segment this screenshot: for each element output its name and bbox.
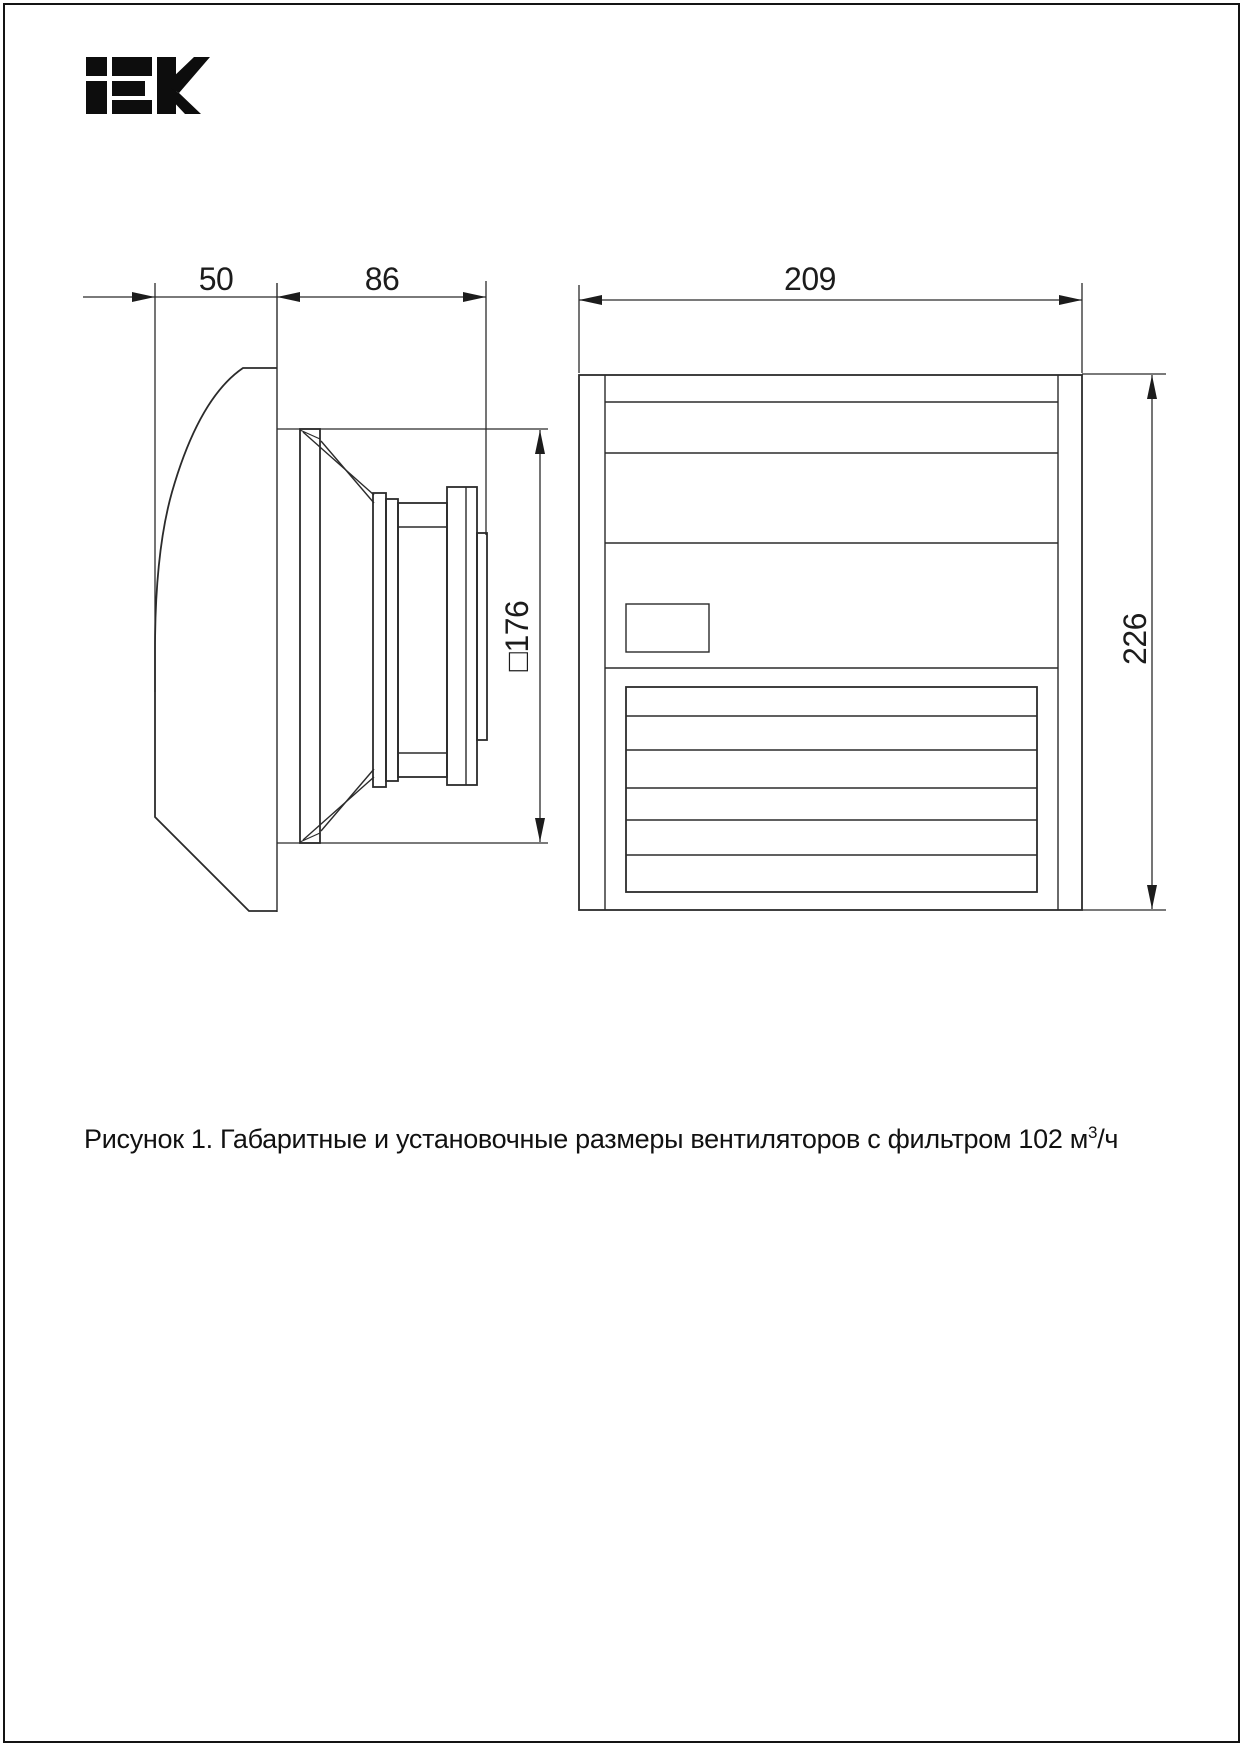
dim-front-width-label: 209 [784, 261, 836, 297]
arrowhead [579, 295, 602, 305]
logo-i-stem [86, 81, 107, 114]
logo-e-mid-bar [112, 81, 145, 96]
cone-top-inner [321, 441, 374, 503]
logo-e-bottom-bar [112, 100, 152, 114]
front-outer-frame [579, 375, 1082, 910]
arrowhead [535, 430, 545, 454]
arrowhead [1147, 885, 1157, 909]
figure-caption [84, 1123, 1119, 1155]
dim-body-depth-label: 86 [364, 261, 400, 297]
figure-caption-text: Рисунок 1. Габаритные и установочные размеры вентиляторов с фильтром 102 м [84, 1124, 1089, 1154]
logo-e-top-bar [112, 57, 152, 76]
inlet-ring-rear [386, 499, 398, 781]
dim-hood-depth-label: 50 [198, 261, 234, 297]
arrowhead [1147, 375, 1157, 399]
cone-bottom-outer [303, 777, 374, 840]
figure-caption-tail: /ч [1097, 1124, 1119, 1154]
inlet-ring-front [373, 493, 386, 787]
nameplate [626, 604, 709, 652]
arrowhead [132, 292, 155, 302]
dim-front-height-label: 226 [1117, 613, 1153, 665]
iek-logo-icon [86, 57, 210, 114]
side-view [155, 283, 487, 912]
front-view [579, 375, 1082, 910]
rear-hub [477, 533, 487, 740]
dim-body-square-label: □176 [499, 600, 535, 672]
cone-top-outer [303, 432, 374, 495]
rear-cap [447, 487, 477, 785]
motor-housing [398, 503, 447, 777]
arrowhead [1059, 295, 1082, 305]
arrowhead [535, 818, 545, 842]
front-view-dimensions [579, 261, 1166, 910]
louver-grille [626, 687, 1037, 892]
arrowhead [463, 292, 486, 302]
side-view-hood-outline [155, 368, 277, 911]
logo-i-dot [86, 57, 107, 76]
cone-bottom-inner [321, 769, 374, 831]
side-view-dimensions [83, 261, 548, 843]
figure-caption-superscript: 3 [1088, 1123, 1098, 1142]
body-back-plate [300, 429, 320, 843]
arrowhead [277, 292, 300, 302]
